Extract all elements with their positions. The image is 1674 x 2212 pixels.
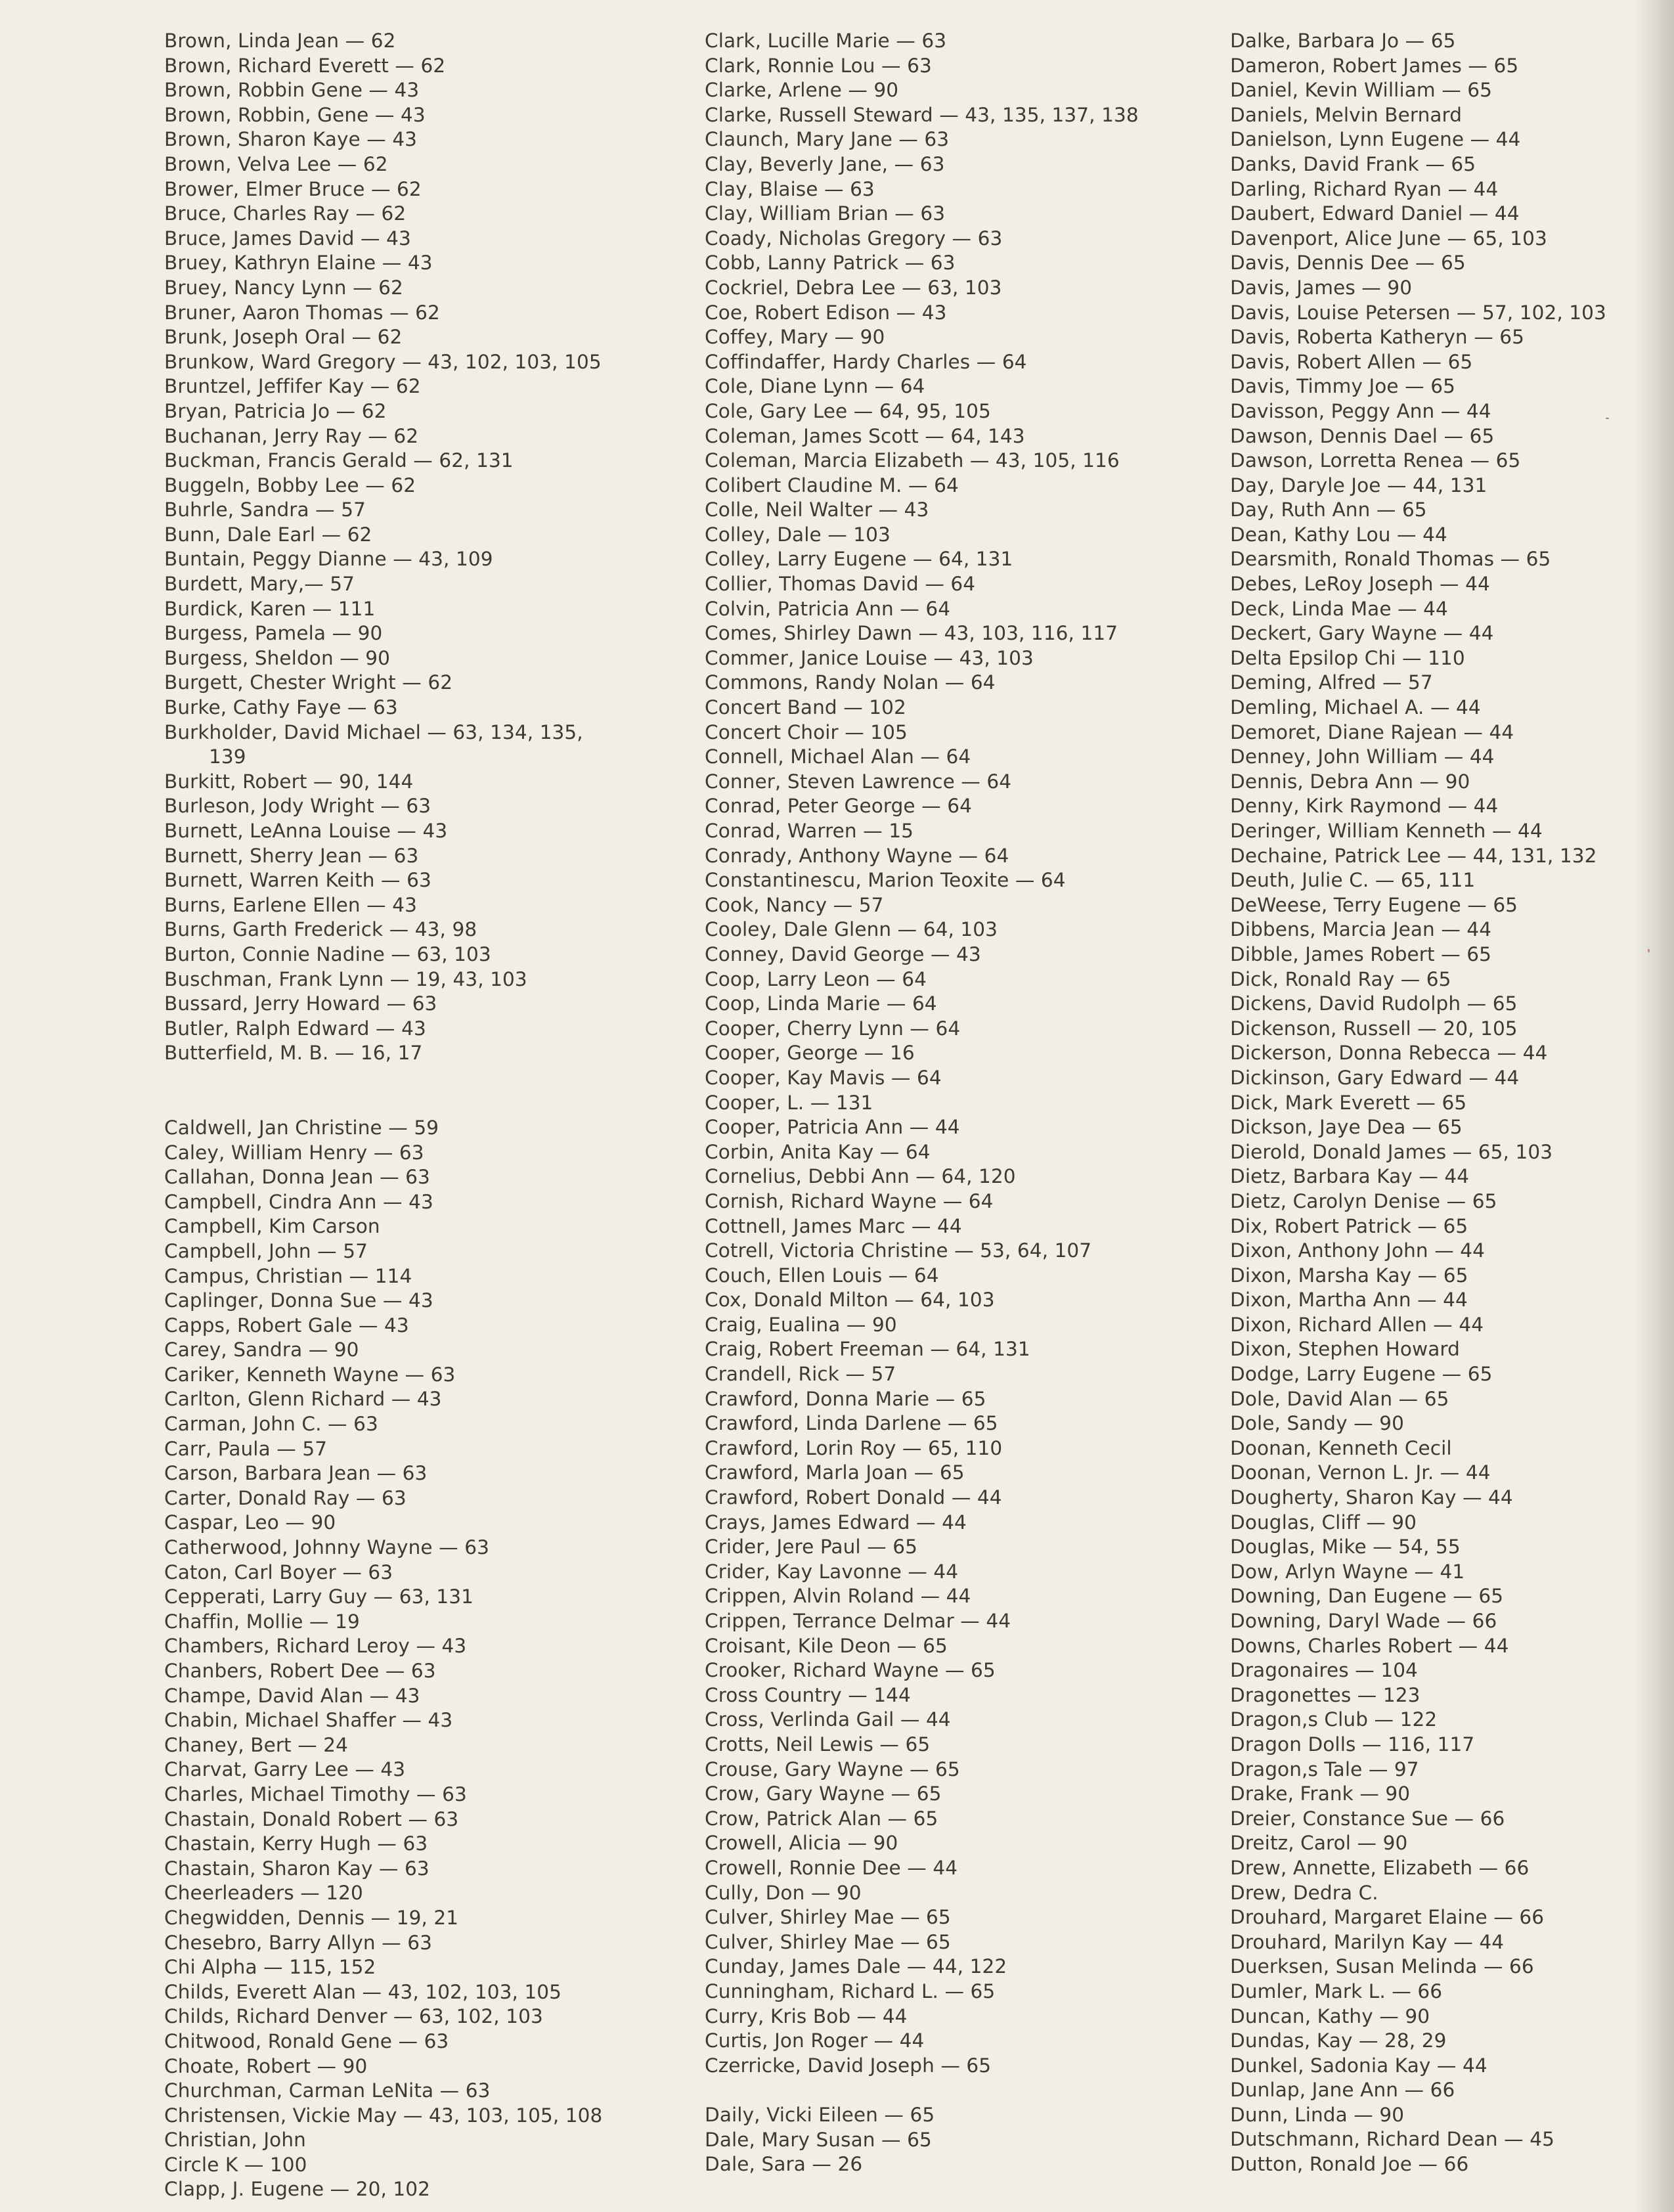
index-entry: Day, Daryle Joe — 44, 131	[1230, 474, 1487, 497]
index-entry: Brown, Robbin Gene — 43	[164, 79, 420, 102]
index-entry: Dawson, Dennis Dael — 65	[1230, 424, 1495, 447]
index-entry: Crawford, Lorin Roy — 65, 110	[705, 1436, 1003, 1459]
index-entry: Conner, Steven Lawrence — 64	[705, 770, 1012, 793]
index-entry: Downing, Dan Eugene — 65	[1230, 1585, 1504, 1608]
index-entry: Dibbens, Marcia Jean — 44	[1230, 918, 1492, 941]
index-entry: Dole, Sandy — 90	[1230, 1412, 1404, 1435]
index-entry: Crays, James Edward — 44	[705, 1511, 967, 1534]
index-entry: Dennis, Debra Ann — 90	[1230, 770, 1470, 793]
index-entry: Dixon, Stephen Howard	[1230, 1338, 1460, 1361]
index-entry: Circle K — 100	[164, 2153, 307, 2176]
index-entry: DeWeese, Terry Eugene — 65	[1230, 893, 1518, 916]
index-entry: Drew, Annette, Elizabeth — 66	[1230, 1856, 1530, 1879]
index-entry: Chaney, Bert — 24	[164, 1733, 349, 1756]
index-entry: Dutschmann, Richard Dean — 45	[1230, 2128, 1554, 2151]
index-entry: Brown, Richard Everett — 62	[164, 54, 446, 77]
index-entry: Crooker, Richard Wayne — 65	[705, 1659, 996, 1682]
index-entry: Bruce, Charles Ray — 62	[164, 202, 407, 225]
index-entry: Bryan, Patricia Jo — 62	[164, 399, 387, 422]
index-entry: Bruey, Nancy Lynn — 62	[164, 276, 403, 299]
index-entry: Capps, Robert Gale — 43	[164, 1314, 409, 1337]
index-entry: Demling, Michael A. — 44	[1230, 696, 1481, 719]
index-entry: Concert Band — 102	[705, 696, 906, 719]
index-entry: Connell, Michael Alan — 64	[705, 745, 971, 768]
index-entry: Dietz, Barbara Kay — 44	[1230, 1165, 1470, 1188]
index-entry: Caley, William Henry — 63	[164, 1141, 424, 1164]
index-entry: Caldwell, Jan Christine — 59	[164, 1116, 439, 1139]
index-entry: Clarke, Arlene — 90	[705, 79, 899, 102]
index-entry: Buntain, Peggy Dianne — 43, 109	[164, 548, 493, 571]
index-entry: Colley, Dale — 103	[705, 523, 891, 546]
index-entry: Burgess, Pamela — 90	[164, 622, 383, 645]
index-entry: Crandell, Rick — 57	[705, 1363, 896, 1386]
index-entry: Deuth, Julie C. — 65, 111	[1230, 869, 1476, 892]
index-entry: Doonan, Vernon L. Jr. — 44	[1230, 1461, 1491, 1484]
index-entry: Dixon, Anthony John — 44	[1230, 1239, 1486, 1262]
index-entry: Deckert, Gary Wayne — 44	[1230, 622, 1494, 645]
index-entry: Coleman, Marcia Elizabeth — 43, 105, 116	[705, 449, 1120, 472]
index-entry: Clapp, J. Eugene — 20, 102	[164, 2178, 431, 2201]
index-entry: Crow, Gary Wayne — 65	[705, 1782, 942, 1805]
index-entry: Catherwood, Johnny Wayne — 63	[164, 1536, 489, 1559]
index-entry: Clay, Beverly Jane, — 63	[705, 152, 945, 175]
page-edge-shadow	[1635, 0, 1674, 2212]
index-entry: Conrad, Warren — 15	[705, 820, 914, 842]
index-entry: Dutton, Ronald Joe — 66	[1230, 2153, 1469, 2176]
index-entry: Comes, Shirley Dawn — 43, 103, 116, 117	[705, 622, 1118, 645]
index-entry: Bussard, Jerry Howard — 63	[164, 992, 437, 1015]
index-entry: Dickenson, Russell — 20, 105	[1230, 1017, 1518, 1040]
index-entry: Dickerson, Donna Rebecca — 44	[1230, 1042, 1548, 1065]
index-entry: Cook, Nancy — 57	[705, 893, 884, 916]
index-entry: Cornelius, Debbi Ann — 64, 120	[705, 1165, 1016, 1188]
index-entry: Brown, Linda Jean — 62	[164, 30, 396, 52]
index-entry: Chambers, Richard Leroy — 43	[164, 1635, 467, 1658]
index-entry: Croisant, Kile Deon — 65	[705, 1634, 948, 1657]
index-entry: Davis, Louise Petersen — 57, 102, 103	[1230, 301, 1606, 324]
index-entry: Clay, Blaise — 63	[705, 177, 875, 200]
index-entry: Davis, Timmy Joe — 65	[1230, 375, 1455, 398]
index-entry: Caplinger, Donna Sue — 43	[164, 1289, 433, 1312]
index-entry: Dearsmith, Ronald Thomas — 65	[1230, 548, 1551, 571]
index-entry: Butler, Ralph Edward — 43	[164, 1017, 426, 1040]
index-entry: Chastain, Kerry Hugh — 63	[164, 1832, 428, 1855]
index-entry: Denney, John William — 44	[1230, 745, 1495, 768]
index-entry: Chesebro, Barry Allyn — 63	[164, 1931, 432, 1954]
index-entry: Duncan, Kathy — 90	[1230, 2004, 1430, 2027]
index-entry: Delta Epsilop Chi — 110	[1230, 646, 1465, 669]
index-entry: Craig, Eualina — 90	[705, 1313, 897, 1336]
index-entry: Coop, Linda Marie — 64	[705, 992, 937, 1015]
index-entry: Cole, Gary Lee — 64, 95, 105	[705, 399, 991, 422]
index-entry: Dunkel, Sadonia Kay — 44	[1230, 2054, 1487, 2077]
index-entry: Dickens, David Rudolph — 65	[1230, 992, 1518, 1015]
index-entry: Demoret, Diane Rajean — 44	[1230, 720, 1514, 743]
index-entry: Carlton, Glenn Richard — 43	[164, 1388, 442, 1411]
index-entry: Danks, David Frank — 65	[1230, 152, 1476, 175]
index-entry: Cariker, Kenneth Wayne — 63	[164, 1363, 456, 1386]
index-entry: Buggeln, Bobby Lee — 62	[164, 474, 416, 497]
index-entry: Caton, Carl Boyer — 63	[164, 1560, 393, 1583]
index-entry: Constantinescu, Marion Teoxite — 64	[705, 869, 1066, 892]
index-entry: Childs, Everett Alan — 43, 102, 103, 105	[164, 1980, 562, 2003]
index-entry: Brunkow, Ward Gregory — 43, 102, 103, 105	[164, 350, 602, 373]
index-entry: Cockriel, Debra Lee — 63, 103	[705, 276, 1002, 299]
index-entry: Crider, Kay Lavonne — 44	[705, 1560, 959, 1583]
index-entry: Dechaine, Patrick Lee — 44, 131, 132	[1230, 844, 1597, 867]
index-entry: Dodge, Larry Eugene — 65	[1230, 1363, 1493, 1386]
index-entry: Dunn, Linda — 90	[1230, 2103, 1405, 2126]
index-entry: Campbell, Kim Carson	[164, 1215, 380, 1238]
index-column-1	[164, 29, 676, 2202]
index-entry: Cooley, Dale Glenn — 64, 103	[705, 918, 998, 941]
index-entry: Buhrle, Sandra — 57	[164, 498, 366, 521]
index-entry: Dickson, Jaye Dea — 65	[1230, 1116, 1463, 1139]
index-entry: Brower, Elmer Bruce — 62	[164, 177, 422, 200]
index-entry: Davis, Dennis Dee — 65	[1230, 252, 1466, 275]
section-gap	[164, 1091, 676, 1116]
index-entry: Davis, Roberta Katheryn — 65	[1230, 326, 1525, 349]
index-entry: Daily, Vicki Eileen — 65	[705, 2104, 935, 2127]
index-column-3	[1230, 29, 1606, 2177]
index-entry: Dietz, Carolyn Denise — 65	[1230, 1189, 1497, 1212]
index-entry: Dragonaires — 104	[1230, 1659, 1418, 1682]
index-entry: Colley, Larry Eugene — 64, 131	[705, 548, 1013, 571]
index-entry: Dixon, Marsha Kay — 65	[1230, 1264, 1468, 1287]
index-entry: Charles, Michael Timothy — 63	[164, 1782, 467, 1805]
index-entry: Davis, James — 90	[1230, 276, 1413, 299]
index-entry: Burdett, Mary,— 57	[164, 573, 355, 596]
index-entry: Dixon, Richard Allen — 44	[1230, 1313, 1484, 1336]
index-entry: Cooper, Cherry Lynn — 64	[705, 1017, 961, 1040]
index-entry: Carter, Donald Ray — 63	[164, 1486, 407, 1509]
index-entry: Dreier, Constance Sue — 66	[1230, 1807, 1505, 1830]
index-entry: Crippen, Alvin Roland — 44	[705, 1585, 971, 1608]
index-entry: Brown, Velva Lee — 62	[164, 152, 388, 175]
index-entry: Crawford, Marla Joan — 65	[705, 1461, 965, 1484]
index-entry: Conney, David George — 43	[705, 942, 981, 965]
index-entry: Cully, Don — 90	[705, 1881, 862, 1904]
index-entry: Burleson, Jody Wright — 63	[164, 795, 431, 818]
index-entry: Crowell, Alicia — 90	[705, 1832, 898, 1855]
index-entry: Dragon Dolls — 116, 117	[1230, 1733, 1475, 1756]
index-entry: Colle, Neil Walter — 43	[705, 498, 929, 521]
index-entry: Churchman, Carman LeNita — 63	[164, 2079, 491, 2102]
index-entry: Corbin, Anita Kay — 64	[705, 1140, 931, 1163]
index-entry: Campus, Christian — 114	[164, 1264, 412, 1287]
index-entry: Burns, Earlene Ellen — 43	[164, 893, 417, 916]
index-entry: Davis, Robert Allen — 65	[1230, 350, 1473, 373]
index-column-2	[705, 29, 1204, 2177]
index-entry: Davenport, Alice June — 65, 103	[1230, 227, 1547, 250]
index-entry: Cunday, James Dale — 44, 122	[705, 1955, 1007, 1978]
index-entry: Dale, Sara — 26	[705, 2153, 863, 2176]
index-entry: Carey, Sandra — 90	[164, 1338, 359, 1361]
index-entry: Burke, Cathy Faye — 63	[164, 696, 398, 719]
index-entry: Crawford, Donna Marie — 65	[705, 1387, 986, 1410]
index-entry: Dreitz, Carol — 90	[1230, 1832, 1408, 1855]
index-entry: Dragonettes — 123	[1230, 1683, 1421, 1706]
index-entry: Dole, David Alan — 65	[1230, 1387, 1449, 1410]
index-entry: Downing, Daryl Wade — 66	[1230, 1610, 1497, 1632]
index-entry: Crouse, Gary Wayne — 65	[705, 1758, 960, 1781]
index-entry: Carman, John C. — 63	[164, 1413, 378, 1436]
index-entry: Dunlap, Jane Ann — 66	[1230, 2079, 1455, 2102]
index-entry: Colvin, Patricia Ann — 64	[705, 597, 951, 620]
index-entry: Christensen, Vickie May — 43, 103, 105, 108	[164, 2104, 603, 2127]
index-entry: Dick, Ronald Ray — 65	[1230, 967, 1451, 990]
index-entry: Daniel, Kevin William — 65	[1230, 79, 1493, 102]
paper-speck	[1648, 949, 1650, 952]
index-entry: Bruntzel, Jeffifer Kay — 62	[164, 375, 421, 398]
index-entry: Colibert Claudine M. — 64	[705, 474, 959, 497]
index-entry: Chegwidden, Dennis — 19, 21	[164, 1906, 459, 1929]
index-entry: Conrady, Anthony Wayne — 64	[705, 844, 1009, 867]
index-entry: Dix, Robert Patrick — 65	[1230, 1214, 1468, 1237]
index-entry: Chastain, Sharon Kay — 63	[164, 1857, 430, 1880]
index-entry: Clark, Ronnie Lou — 63	[705, 54, 932, 77]
index-entry: Dundas, Kay — 28, 29	[1230, 2029, 1447, 2052]
index-entry: Daniels, Melvin Bernard	[1230, 103, 1463, 126]
index-entry: Davisson, Peggy Ann — 44	[1230, 399, 1491, 422]
index-entry: Burnett, LeAnna Louise — 43	[164, 820, 448, 842]
index-entry: Cunningham, Richard L. — 65	[705, 1980, 996, 2002]
index-entry: Brown, Robbin, Gene — 43	[164, 103, 426, 126]
index-entry: Douglas, Cliff — 90	[1230, 1511, 1417, 1534]
index-entry: Caspar, Leo — 90	[164, 1511, 336, 1534]
index-entry: Drew, Dedra C.	[1230, 1881, 1378, 1904]
index-entry: Clarke, Russell Steward — 43, 135, 137, 138	[705, 103, 1139, 126]
index-entry: Coffey, Mary — 90	[705, 326, 885, 349]
index-entry: Clark, Lucille Marie — 63	[705, 30, 947, 52]
index-entry: Concert Choir — 105	[705, 720, 908, 743]
index-entry: Doonan, Kenneth Cecil	[1230, 1436, 1452, 1459]
index-entry: Burnett, Warren Keith — 63	[164, 869, 431, 892]
index-entry: Dale, Mary Susan — 65	[705, 2128, 932, 2151]
index-entry: Couch, Ellen Louis — 64	[705, 1264, 939, 1287]
index-entry: Dawson, Lorretta Renea — 65	[1230, 449, 1521, 472]
index-entry: Coe, Robert Edison — 43	[705, 301, 947, 324]
index-entry: Dixon, Martha Ann — 44	[1230, 1289, 1468, 1312]
index-entry: Burgett, Chester Wright — 62	[164, 671, 453, 694]
index-entry: Carr, Paula — 57	[164, 1437, 328, 1460]
index-entry: Charvat, Garry Lee — 43	[164, 1758, 406, 1781]
index-entry: Cooper, Kay Mavis — 64	[705, 1066, 942, 1089]
index-entry: Deringer, William Kenneth — 44	[1230, 820, 1543, 842]
index-entry: Daubert, Edward Daniel — 44	[1230, 202, 1520, 225]
index-entry: Dibble, James Robert — 65	[1230, 942, 1491, 965]
index-entry: Choate, Robert — 90	[164, 2054, 368, 2077]
index-entry: Claunch, Mary Jane — 63	[705, 128, 950, 151]
index-entry: Coady, Nicholas Gregory — 63	[705, 227, 1003, 250]
section-gap	[705, 2078, 1204, 2103]
index-entry: Crotts, Neil Lewis — 65	[705, 1733, 931, 1756]
index-entry: Drouhard, Marilyn Kay — 44	[1230, 1930, 1505, 1953]
index-entry: Clay, William Brian — 63	[705, 202, 946, 225]
index-entry: Brunk, Joseph Oral — 62	[164, 326, 403, 349]
index-entry: Dalke, Barbara Jo — 65	[1230, 30, 1456, 52]
index-entry: Culver, Shirley Mae — 65	[705, 1906, 951, 1929]
index-entry: Bruner, Aaron Thomas — 62	[164, 301, 440, 324]
index-entry: Bunn, Dale Earl — 62	[164, 523, 372, 546]
index-entry: 139	[209, 745, 246, 768]
paper-speck	[1606, 418, 1609, 419]
index-entry: Campbell, Cindra Ann — 43	[164, 1190, 433, 1213]
index-entry: Burgess, Sheldon — 90	[164, 646, 391, 669]
index-entry: Curry, Kris Bob — 44	[705, 2004, 908, 2027]
index-entry: Darling, Richard Ryan — 44	[1230, 177, 1499, 200]
index-entry: Dougherty, Sharon Kay — 44	[1230, 1486, 1513, 1509]
index-entry: Campbell, John — 57	[164, 1239, 368, 1262]
index-entry: Dierold, Donald James — 65, 103	[1230, 1140, 1553, 1163]
index-entry: Chabin, Michael Shaffer — 43	[164, 1709, 453, 1732]
index-entry: Dickinson, Gary Edward — 44	[1230, 1066, 1520, 1089]
index-entry: Burnett, Sherry Jean — 63	[164, 844, 419, 867]
index-entry: Dean, Kathy Lou — 44	[1230, 523, 1447, 546]
index-entry: Cross, Verlinda Gail — 44	[705, 1708, 951, 1731]
index-entry: Burton, Connie Nadine — 63, 103	[164, 942, 491, 965]
index-entry: Culver, Shirley Mae — 65	[705, 1930, 951, 1953]
index-entry: Buckman, Francis Gerald — 62, 131	[164, 449, 514, 472]
index-entry: Chastain, Donald Robert — 63	[164, 1807, 459, 1830]
index-entry: Chitwood, Ronald Gene — 63	[164, 2029, 449, 2052]
index-entry: Butterfield, M. B. — 16, 17	[164, 1042, 423, 1065]
index-entry: Crawford, Linda Darlene — 65	[705, 1412, 998, 1435]
index-entry: Chaffin, Mollie — 19	[164, 1610, 360, 1633]
index-entry: Cotrell, Victoria Christine — 53, 64, 107	[705, 1239, 1092, 1262]
index-entry: Collier, Thomas David — 64	[705, 573, 976, 596]
index-entry: Debes, LeRoy Joseph — 44	[1230, 573, 1490, 596]
index-entry: Crippen, Terrance Delmar — 44	[705, 1610, 1011, 1632]
index-entry: Burkholder, David Michael — 63, 134, 135,	[164, 720, 583, 743]
index-entry: Christian, John	[164, 2129, 306, 2152]
index-entry: Dumler, Mark L. — 66	[1230, 1980, 1443, 2002]
index-entry: Conrad, Peter George — 64	[705, 795, 972, 818]
index-entry: Cole, Diane Lynn — 64	[705, 375, 925, 398]
index-entry: Cornish, Richard Wayne — 64	[705, 1189, 994, 1212]
index-entry: Cepperati, Larry Guy — 63, 131	[164, 1585, 474, 1608]
index-entry: Coop, Larry Leon — 64	[705, 967, 927, 990]
index-entry: Danielson, Lynn Eugene — 44	[1230, 128, 1521, 151]
index-entry: Deming, Alfred — 57	[1230, 671, 1433, 694]
index-entry: Cox, Donald Milton — 64, 103	[705, 1289, 995, 1312]
index-entry: Dragon,s Club — 122	[1230, 1708, 1438, 1731]
index-entry: Champe, David Alan — 43	[164, 1684, 420, 1707]
index-entry: Coffindaffer, Hardy Charles — 64	[705, 350, 1027, 373]
index-entry: Burdick, Karen — 111	[164, 597, 376, 620]
index-entry: Cobb, Lanny Patrick — 63	[705, 252, 956, 275]
index-entry: Cheerleaders — 120	[164, 1882, 363, 1905]
index-entry: Chi Alpha — 115, 152	[164, 1956, 376, 1979]
index-entry: Cottnell, James Marc — 44	[705, 1214, 962, 1237]
index-entry: Dow, Arlyn Wayne — 41	[1230, 1560, 1465, 1583]
index-entry: Crider, Jere Paul — 65	[705, 1536, 917, 1559]
index-entry: Commer, Janice Louise — 43, 103	[705, 646, 1034, 669]
index-entry: Cooper, Patricia Ann — 44	[705, 1116, 960, 1139]
index-entry: Deck, Linda Mae — 44	[1230, 597, 1448, 620]
index-entry: Cooper, George — 16	[705, 1042, 915, 1065]
index-entry: Burns, Garth Frederick — 43, 98	[164, 918, 477, 941]
index-entry: Denny, Kirk Raymond — 44	[1230, 795, 1499, 818]
index-entry: Day, Ruth Ann — 65	[1230, 498, 1427, 521]
index-entry: Cooper, L. — 131	[705, 1091, 873, 1114]
index-entry: Buschman, Frank Lynn — 19, 43, 103	[164, 967, 527, 990]
index-entry: Buchanan, Jerry Ray — 62	[164, 424, 419, 447]
index-entry: Craig, Robert Freeman — 64, 131	[705, 1338, 1030, 1361]
index-entry: Dragon,s Tale — 97	[1230, 1758, 1419, 1781]
index-entry: Cross Country — 144	[705, 1683, 911, 1706]
index-entry: Douglas, Mike — 54, 55	[1230, 1536, 1461, 1559]
index-entry: Czerricke, David Joseph — 65	[705, 2054, 992, 2077]
index-entry: Drake, Frank — 90	[1230, 1782, 1411, 1805]
index-entry: Dick, Mark Everett — 65	[1230, 1091, 1467, 1114]
index-entry: Burkitt, Robert — 90, 144	[164, 770, 414, 793]
index-entry: Drouhard, Margaret Elaine — 66	[1230, 1906, 1545, 1929]
index-entry: Chanbers, Robert Dee — 63	[164, 1660, 436, 1682]
index-entry: Callahan, Donna Jean — 63	[164, 1166, 430, 1189]
index-entry: Coleman, James Scott — 64, 143	[705, 424, 1025, 447]
index-entry: Carson, Barbara Jean — 63	[164, 1462, 428, 1485]
index-entry: Crawford, Robert Donald — 44	[705, 1486, 1002, 1509]
index-entry: Commons, Randy Nolan — 64	[705, 671, 996, 694]
index-entry: Curtis, Jon Roger — 44	[705, 2029, 925, 2052]
index-entry: Crow, Patrick Alan — 65	[705, 1807, 938, 1830]
section-gap	[164, 1066, 676, 1091]
index-entry: Duerksen, Susan Melinda — 66	[1230, 1955, 1534, 1978]
index-entry: Dameron, Robert James — 65	[1230, 54, 1519, 77]
index-entry: Crowell, Ronnie Dee — 44	[705, 1856, 958, 1879]
index-entry: Downs, Charles Robert — 44	[1230, 1634, 1509, 1657]
index-entry: Bruce, James David — 43	[164, 227, 411, 250]
index-entry: Brown, Sharon Kaye — 43	[164, 128, 418, 151]
index-entry: Childs, Richard Denver — 63, 102, 103	[164, 2005, 543, 2028]
index-entry: Bruey, Kathryn Elaine — 43	[164, 252, 433, 275]
